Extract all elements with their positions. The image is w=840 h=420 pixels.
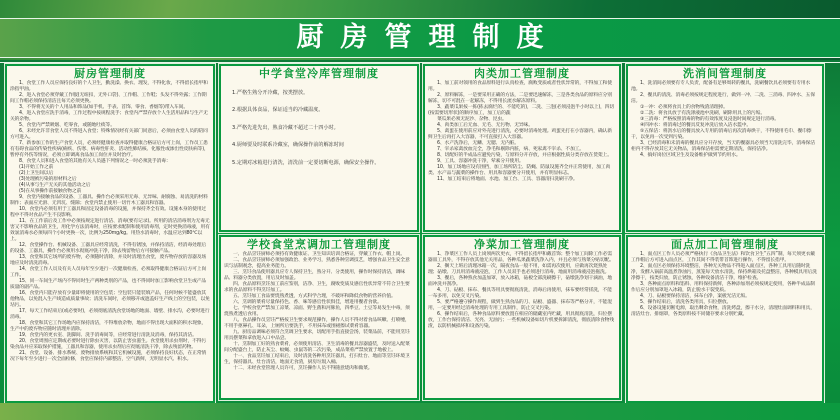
rule-item: 3、不得将无关的个人用品和饰品(如手机、手表、首饰、零食、香烟等)带入车间。 [19,105,188,110]
panel-dishwashing-room-rules [626,64,824,232]
rule-item: 三、烹饪食品使用器具应专人保持卫生，熟分开、分类使用，操作时保持清洁，调味品、料器分类放置，用后及时加盖。 [224,270,405,281]
rule-item: 6、未经允许非食堂人员不得进入食堂；特殊情况经有关部门同意后，必须由食堂人员的陪同方可进入。 [10,129,208,140]
panel-cold-storage-rules [219,64,419,232]
rule-item: 5、食堂内严禁吸烟、吃零食，或随地吐痰等。 [19,123,115,128]
panel-title: 净菜加工管理制度 [474,238,570,251]
rule-item: 七、学校食堂严禁加工凉菜、凉面、野生菌和河豚鱼，四季豆、土豆等易发生中毒，须烧熟煮透后食用。 [224,306,410,317]
footer-band [0,403,840,420]
panel-title: 洗消间管理制度 [683,67,767,80]
rule-item: 11、加工结束后将地面、水池、加工台、工具、容器清扫洗刷干净。 [437,177,578,182]
rule-item: 二、食品烹饪厨师必须加强政治、业务学习，熟悉各种烹调技艺，增强食品卫生安全意识与法制观念，提高业务能力。 [224,258,410,269]
rule-item: 十二、未经食堂管理人员许可，烹饪操作人员不得随意烧肉和做菜。 [233,366,373,371]
rule-item: 9、食堂内接触食品的设备、工器具、操作台必须采用无毒、无异味、耐腐蚀、易清洗的材料制作；表面应光滑、无凹坑、缝隙；食堂内禁止使用一切竹木工器具和容器。 [10,195,208,206]
rule-item: (5)在从事操作前接触食物之前 [19,189,82,194]
rule-item: 4、刀、砧板要保持清洁，抹布白净，案板光洁无垢。 [640,294,750,299]
rule-item: 7、新参加工作的生产食堂人员，必须经健康检查并取得健康合格证后方可上岗，工作员工患有有碍食品的传染性疾病(痢疾、伤寒、病毒性肝炎、活动性肺结核、化脓性或渗出性皮肤病等)，暂停有外伤等情况，必须立即调离食品加工岗位并及时治疗。 [10,141,209,158]
rule-item: 8、食堂人员和进入食堂的其他有关人员遇下列情况之一时必须洗手消毒： [19,159,171,164]
panel-title: 学校食堂烹调加工管理制度 [247,238,391,251]
rule-item: 15、同一车间生产场内不得同时生产两种类别的产品，也不得同时加工影响食堂卫生或产品质量的副产品。 [10,279,207,290]
rule-item: 5、操作结束后，清洗各类用具，归位摆放。 [640,300,732,305]
rule-item: 1.严格生熟分开冷藏，按类摆放。 [232,90,309,96]
rule-item: 21、食堂、设备、排水系统、废物排放系统和其它机械设施，必须保持良好状态，在正常情况下每年至少进行一次全面检修，食堂应保持内部整洁，空气新鲜，无明显水汽、积水。 [10,351,207,362]
rule-item: 一、食品烹饪厨师必须持有效健康证、卫生知识培训合格证，穿戴工作衣、帽上岗。 [233,252,405,257]
panel-vegetable-processing-rules [423,235,621,400]
rule-item: ⑤五保洁：将沥水后的餐具放入专用的消毒后再次消毒烘干，不得使用毛巾、餐巾擦干，以免再一次受到污染。 [631,129,812,140]
rule-item: 9、工具、容器冲洗干净，荤素分开使用。 [437,159,524,164]
rule-item: ④四冲水：将消毒过的餐具反复冲洗后放入洁水篮中。 [640,123,752,128]
rule-item: 12、食堂操作台、机械设备、工器具应经常清洗，不得有锈蚀，并保持清洁，经消毒处理后的设备、工器具，操作台必须用水彻底冲洗干净，除去残留物后方可接触产品。 [10,243,207,254]
panel-meat-processing-rules [423,64,621,232]
rule-item: 18、食堂和其它工作场地内应保持清洁，不得堆放杂物，地面不得出现大面积的积水现象，生产中的废弃物应随时清理并清除。 [10,321,207,332]
rule-item: 3、各种面点原料和馅料、用料保持新鲜，各种添加剂必须按规定使用，各种半成品制作后应分别加罩进入冰箱，防止脱水干裂变质。 [631,282,815,293]
panel-title: 面点加工间管理制度 [671,238,779,251]
rule-item: (4)从事与生产无关的其他活动之后 [19,183,91,188]
rule-item: 16、食堂内只能存放有少量即将使用的空包装；空包装只能装填产品，任何时候不能盛放其他物品，以免混入生产线造成质量事故；清洗车间时，必须移开或遮盖好生产线上的空包装，以免玷污。 [10,291,210,308]
panel-title: 中学食堂冷库管理制度 [259,67,379,80]
rule-item: (2)上卫生间以后 [19,171,54,176]
rule-item: 14、食堂工作人员及有关人员每年至少进行一次健康检查，必须取得健康合格证后方可上岗工作。 [10,267,207,278]
rule-item: 1、净菜区工作人员上岗须两次更衣，不得留长指甲和戴首饰；整个加工间除工作必需器皿工具外，不得存放其他无关用品，各种瓜果蔬菜洗净入内，并且必须与熟菜分贴切配。 [428,252,614,263]
panel-title: 厨房管理制度 [74,67,146,80]
rule-item: 2、搁天上班后清理冰箱一次，隔夜食品一般不用，如需再次使用，应做再次烧熟处理；砧墩、刀具用消毒液浸泡，工作人员双手也必须进行消毒，地面用消毒液浸泡拖洗。 [428,264,610,275]
rule-item: ③三消毒：严格按照消毒的物的有效浓度及浸泡时间规定进行消毒。 [640,117,779,122]
rule-item: 13、食堂和其它场所的废弃物，必须随时清除，并及时清理出食堂，废弃物存放的容器及场地应及时清洗消毒。 [10,255,207,266]
rule-item: 1、食堂工作人员应保持良好的个人卫生，勤洗澡、换衣、理发，不得化妆，不得留长指甲和涂指甲油。 [10,81,208,92]
rule-item: 6、设备设施切断电源，取出剩余食物，清洗烤盘，擦干水分，清理灶面调料和用具，清洁灶台、排烟罩，各类原料按不同储存要求分别贮藏。 [631,306,815,317]
rule-item: 九、厨房品调味必须符合烹调卫生要求，切配用手指直接尝汤，装菜品前，不能用烹饪用具摆菜和拿放进入口中品尝。 [224,330,410,341]
panel-title: 肉类加工管理制度 [474,67,570,80]
panel-cooking-rules [219,235,419,400]
rule-item: 10、食堂内必须有用于工器具和固定设备消毒的设施，并保持齐全有效。设施本身的使用过程中不得对食品产生不良影响。 [10,207,207,218]
rule-item: 2、原料解冻，一是要采用正确的方法，二是要迅速解冻，三是各类食品的原料应分别解冻，切不可混在一起解冻，不得用长流水解冻原料。 [428,93,612,104]
rule-item: 1、洗消间必须要有专人负责，配备有足够周转的餐具，洗刷餐饮具必须要有专用水池。 [631,81,811,92]
rule-item: 8、切配好的半成品应避免污染，与原料分开存放，并应根据性质分类存放在货架上。 [437,153,612,158]
rule-item: 7、宰杀家禽放血完全，净毛和剔除内脏，病、死家禽不宰杀、不加工。 [437,147,584,152]
rule-item: 4、进入食堂应洗手消毒，工作过程中按规程洗手；食堂内严禁存放个人生活用品和与生产无关的杂物。 [10,111,208,122]
rule-item: 4.厨师要及时联系冷藏室，确保操作前的解冻时间 [232,142,344,149]
panel-kitchen-rules [5,64,215,403]
rule-item: 5、禽蛋在使用前应对外壳进行清洗，必要时消毒处理。鸡蛋先打在小容器内，确认新鲜卫生后再打入大容器，不可直接打入大容器。 [428,129,612,140]
rule-item: 10、加工场地应设有围挡，加工场所防尘、防蝇、防鼠设施齐全并正常使用，加工肉类、水产品与蔬菜的操作台、用具和容器要分开使用，并有明显标志。 [428,165,611,176]
rule-item: 菜瓜果必须无泥沙、杂物、昆虫。 [437,117,507,122]
rule-item: 2、面点区必须保持环境整洁，各种无关物品不得进入面点区，各种工具用后随时洗净，发酵入锅前高温煮净油污，蒸笼每天放水清洗，保持烘箱及托盘整洁，各种模具用后洗净擦干，按类归放，防止锈蚀，各种设备清洁干净，维护检查。 [631,264,817,281]
rule-item: 3、蔬菜瓜果按一拣(拣去腐烂的、不能吃的)，二洗、三泡(必须浸泡半小时以上)，四切(按需要切形状)的顺序加工，加工后的蔬 [428,105,615,116]
rule-item: 2、进入食堂必须穿戴工作服(无纽扣，无外口袋)、工作帽、工作鞋；头发不得外露；工作期间工作帽必须保持清洁且每天必须更换。 [10,93,207,104]
rule-item: 11、在工作前后及工作中必须按规定进行清洁、消毒(要有记录)。所用的清洁消毒剂为无毒无害又不影响食品的卫生，用化学方法消毒时，应按要求配制和使用消毒剂，定时更换消毒液，用有效氯消毒水必须每四个小时更换一次，比例为250mg/kg。用热水消毒时，水温应达到80℃以上。 [10,219,210,242]
rule-item: 4、肉类加工后无血、无毛、无污物、无异味。 [437,123,533,128]
page-title: 厨房管理制度 [296,22,561,53]
rule-item: 2.根据具体食品，保证适当的冷藏温度。 [232,107,324,114]
rule-item: ①一冲：必须将食具上的食物残渣清理掉。 [640,105,728,110]
rule-item: 6、操作结束后，各种食品原料要放置在相应的储藏室内贮藏，用具彻底清洗，归位摆放，工作台保持清洁、光亮、无油污；一些机械设备如切片机要拆卸清洗，彻底清除食物残渣，以防机械损坏和设备污染。 [428,312,614,329]
rule-item: 八、食品操作员烹饪严格按卫生要求规范操作，操作人员不得对着食品咳嗽、打喷嚏，不用手抠鼻孔、耳朵，上厕所后要洗手，不用抹布或围裙擦试菜肴容器。 [224,318,410,329]
rule-item: 六、烹调的菜肴尽量保持色、香、味等感官性状俱佳，增进用餐者食欲。 [233,300,382,305]
rule-item: 五、烹饪加工食品要烧熟煮透，方式科学合理，不破坏和降低食物的营养价值。 [233,294,396,299]
rule-item: 19、食堂内的更衣室、洗脚间、洗手消毒间等，应经常进行清洗及消毒，保持其清洁。 [19,333,197,338]
rule-item: 4、搞好岗位区域卫生及设备维护做到节约用水。 [640,153,741,158]
rule-item: 3、已经消毒和未消毒的餐具应分开存放，当天的餐器具必须当天清洗完毕，消毒保洁柜内不得存放其它无关物品，消毒保洁柜需要定期清洗，保持洁净。 [631,141,815,152]
rule-item: 1、加工前对领用的食品原料进行认真检查，腐败变质或者性状异常的，不得加工和使用。 [428,81,612,92]
rule-item: 1、面点区工作人员必须严格执行《食品卫生法》和饮食卫生“五四”制，每天须更衣戴工作帽后方可进入面点区，工作其间不得装带首饰进行操作，不得留长指甲。 [631,252,815,263]
rule-item: 17、每天工作结束后(或必要时)，必须彻底清洗食堂场地的地面、墙壁、排水沟，必要时进行消毒。 [10,309,210,320]
rule-item: 十、烹制加工好的熟食菜肴，必须使用清洁、卫生消毒的餐具容器盛装，及时送入配菜间分配盛台上，防止灰尘、蚊蝇、虫鼠等的二次污染，成品菜肴严禁放置于地板上。 [224,342,410,353]
rule-item: 2、餐具的清洗、消毒必须按规定程度进行，做到一冲、二洗、三消毒、四冲水、五保洁。 [631,93,815,104]
rule-item: 20、食堂周围应定期或必要时进行除虫灭害，以防止害虫滋生。食堂使用杀虫剂时，不得污染食品并应采取保护措施，工器具和容器，使用杀虫剂后应彻底清洗干净，除去残留药物。 [10,339,207,350]
rule-item: (3)处理被污染的原材料之后 [19,177,77,182]
rule-item: 4、刀、砧板、抹布、餐具等用具要彻底清洗，消毒后再使用，抹布要经常搓洗，不能一布多用，以免交叉污染。 [428,288,612,299]
rule-item: 5.定期对冰箱进行清洗，清洗前一定要切断电源，确保安全操作。 [232,159,380,166]
rule-item: ②二洗：将食具放于有洗涤液池中洗刷，刷除用具上的污垢。 [640,111,765,116]
rule-item: 四、食品原料烹饪加工前应鉴别，洁净、卫生，腐败变质及感官性状异常不符合卫生要求的食品原料不得烹饪加工。 [224,282,410,293]
rule-item: 十一、食品烹饪加工结束后，及时清洗各种用烹饪器具，打扫灶台、地面等烹饪环境卫生，保持器具、灶台清洁，地面无食渣，厨房垃圾入桶。 [224,354,410,365]
panel-pastry-room-rules [626,235,824,403]
rule-item: (1)开始工作之前 [19,165,54,170]
rule-item: 3.严格先进先出，熟食冷藏不超过二十四小时。 [232,124,339,131]
rule-item: 3、餐后，各种熟食加盖加罩，放入冰箱，砧板全部洗刷擦干，砧墩洗净划干滴油，地面冲洗并刮净。 [428,276,612,287]
rule-item: 5、要严格遵守操作规程，做到生熟食品的刀、砧板、盛器、抹布等严格分开，不能混用，一定要用经过消毒处理的专用工具制作，防止交叉污染。 [428,300,612,311]
rule-item: 6、水产洗净后，无鳞、无腮、无内脏。 [437,141,519,146]
